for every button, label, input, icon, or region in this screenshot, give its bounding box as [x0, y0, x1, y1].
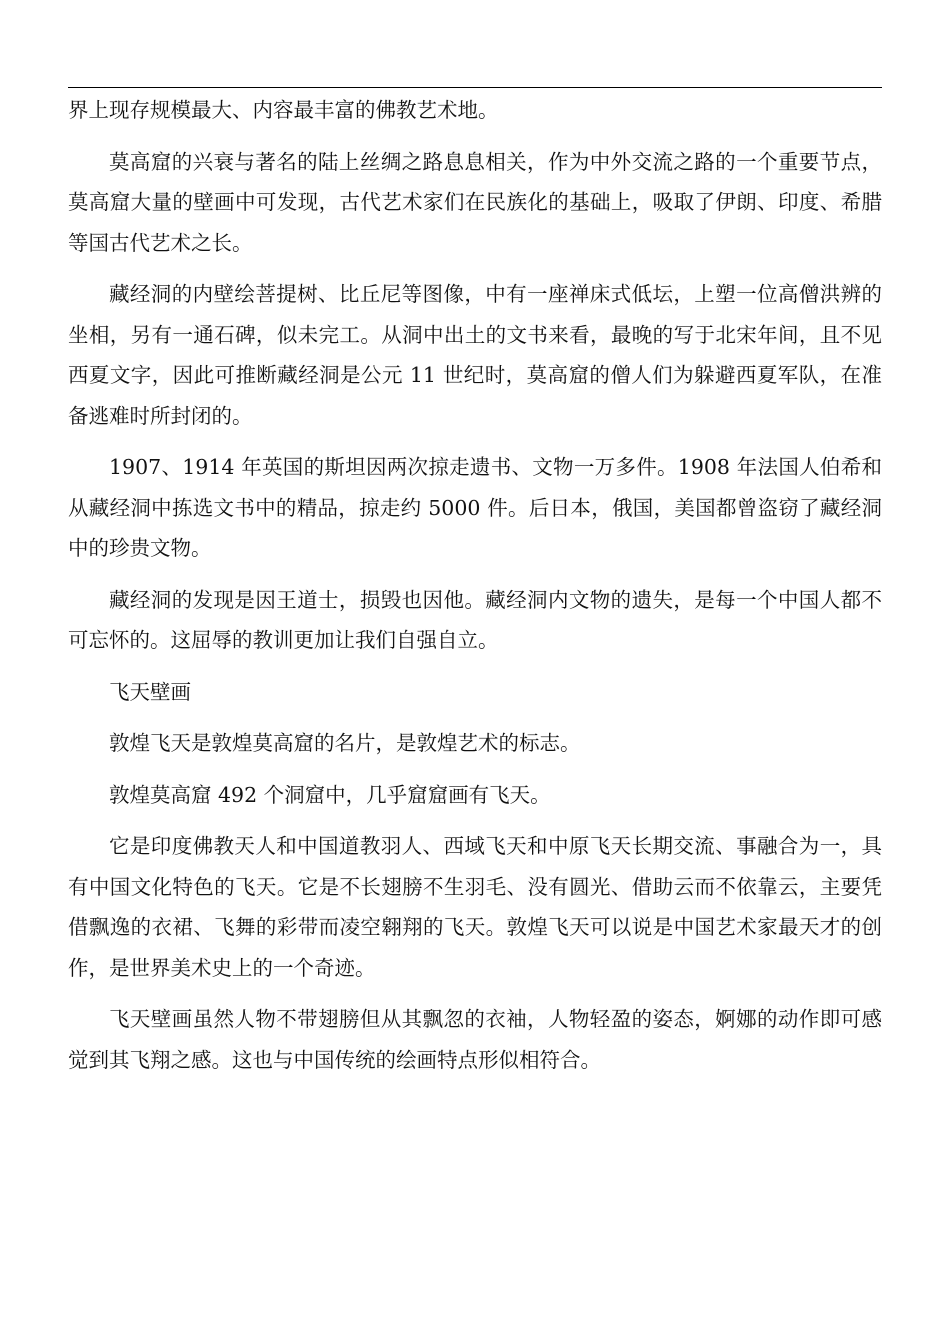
section-heading-flying-apsaras: 飞天壁画 [109, 679, 191, 704]
paragraph-silk-road: 莫高窟的兴衰与著名的陆上丝绸之路息息相关，作为中外交流之路的一个重要节点，莫高窟大量的壁画中可发现，古代艺术家们在民族化的基础上，吸取了伊朗、印度、希腊等国古代艺术之长。 [68, 149, 882, 255]
paragraph-apsaras-count: 敦煌莫高窟 492 个洞窟中，几乎窟窟画有飞天。 [109, 782, 551, 807]
paragraph-apsaras-style: 飞天壁画虽然人物不带翅膀但从其飘忽的衣袖，人物轻盈的姿态，婀娜的动作即可感觉到其飞翔之感。这也与中国传统的绘画特点形似相符合。 [68, 1007, 882, 1072]
document-body [68, 90, 882, 1091]
paragraph-lesson: 藏经洞的发现是因王道士，损毁也因他。藏经洞内文物的遗失，是每一个中国人都不可忘怀的。这屈辱的教训更加让我们自强自立。 [68, 587, 882, 652]
paragraph-looting: 1907、1914 年英国的斯坦因两次掠走遗书、文物一万多件。1908 年法国人伯希和从藏经洞中拣选文书中的精品，掠走约 5000 件。后日本，俄国，美国都曾盗窃了藏经洞中的珍贵文物。 [68, 455, 882, 560]
paragraph-apsaras-symbol: 敦煌飞天是敦煌莫高窟的名片，是敦煌艺术的标志。 [109, 731, 581, 755]
paragraph-continuation: 界上现存规模最大、内容最丰富的佛教艺术地。 [68, 98, 499, 122]
paragraph-library-cave-interior: 藏经洞的内壁绘菩提树、比丘尼等图像，中有一座禅床式低坛，上塑一位高僧洪辨的坐相，另有一通石碑，似未完工。从洞中出土的文书来看，最晚的写于北宋年间，且不见西夏文字，因此可推断藏经洞是公元 11 世纪时，莫高窟的僧人们为躲避西夏军队，在准备逃难时所封闭的。 [68, 282, 882, 428]
header-rule [68, 87, 882, 88]
paragraph-apsaras-origin: 它是印度佛教天人和中国道教羽人、西域飞天和中原飞天长期交流、事融合为一，具有中国文化特色的飞天。它是不长翅膀不生羽毛、没有圆光、借助云而不依靠云，主要凭借飘逸的衣裙、飞舞的彩带而凌空翱翔的飞天。敦煌飞天可以说是中国艺术家最天才的创作，是世界美术史上的一个奇迹。 [68, 834, 882, 980]
